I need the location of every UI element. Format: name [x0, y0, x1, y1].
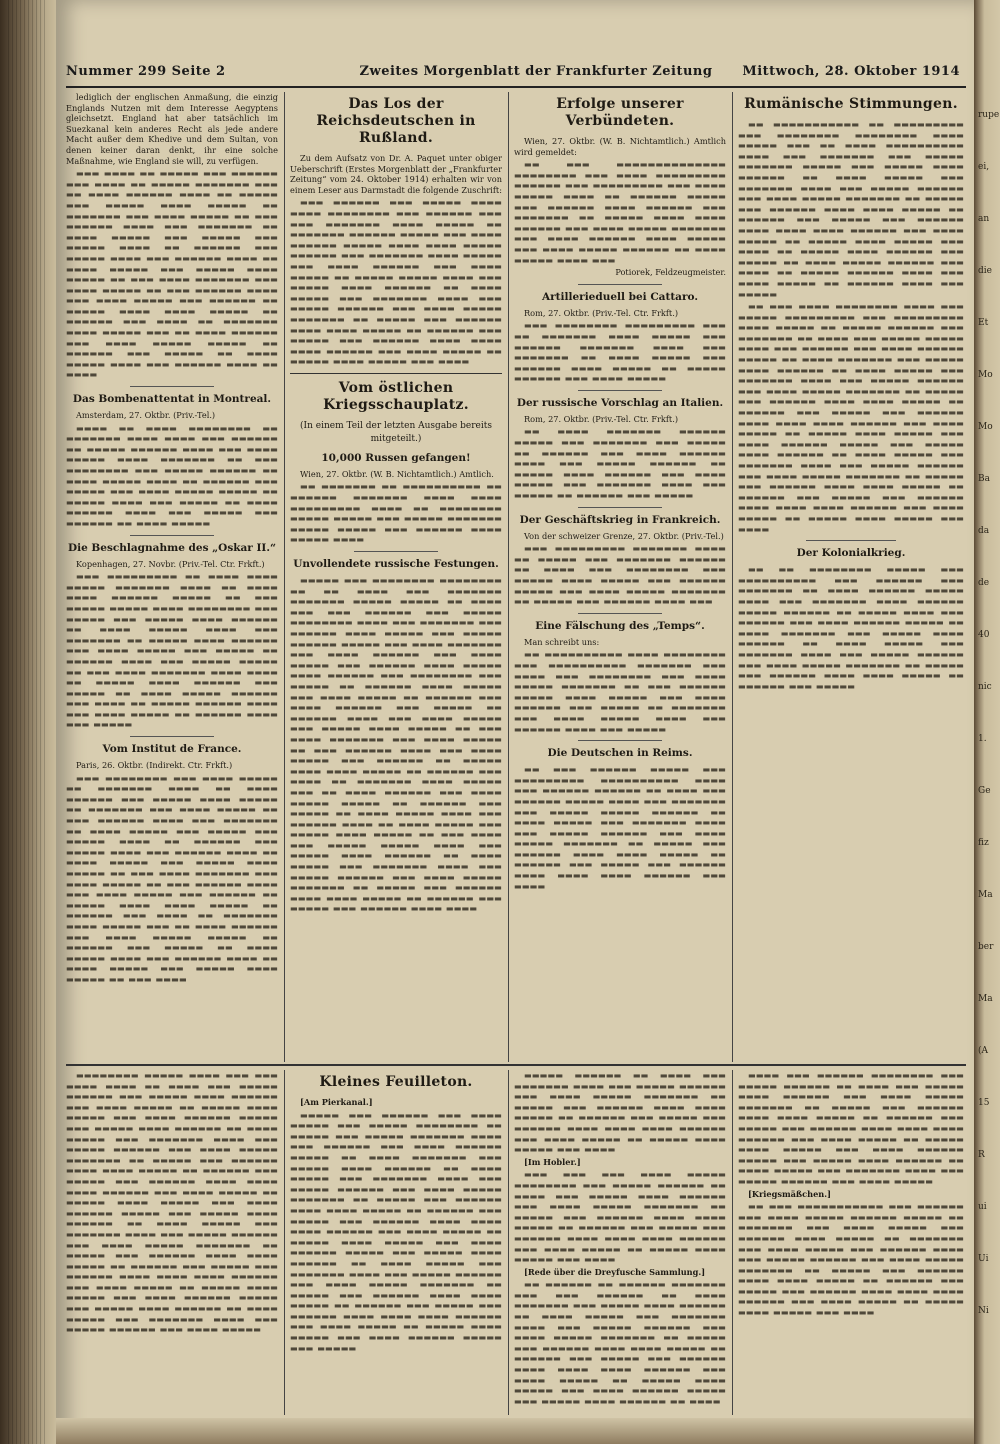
separator [578, 390, 663, 391]
feuilleton-item-title: [Am Pierkanal.] [300, 1097, 373, 1107]
fragment-word: da [978, 526, 990, 536]
separator [130, 386, 215, 387]
separator [354, 551, 439, 552]
fragment-word: Ma [978, 890, 993, 900]
fragment-word: Mo [978, 370, 993, 380]
feuilleton-item-title: [Rede über die Dreyfusche Sammlung.] [524, 1266, 706, 1277]
column-rule [732, 92, 733, 1062]
article-dateline: Wien, 27. Oktbr. (W. B. Nichtamtlich.) Amtlich. [300, 468, 494, 479]
article-headline: Der russische Vorschlag an Italien. [516, 396, 724, 409]
fragment-word: Ni [978, 1306, 989, 1316]
feuilleton-rule [66, 1064, 966, 1066]
article-text-body: ▬▬ ▬▬ ▬▬▬▬▬▬▬▬ ▬▬▬▬▬ ▬▬▬ ▬▬▬▬▬▬▬▬▬▬ ▬▬▬ ▬▬▬▬▬▬ ▬▬▬ ▬▬▬▬▬▬▬ ▬▬ ▬▬▬▬ ▬▬▬▬▬▬ ▬▬▬▬▬ ▬▬▬▬ ▬▬▬ ▬▬▬▬▬▬▬ ▬▬▬▬ ▬▬▬▬▬▬ ▬▬▬▬▬ ▬▬▬▬▬▬ ▬▬ ▬▬▬▬▬ ▬▬▬▬ ▬▬▬ ▬▬▬▬▬▬ ▬▬▬ ▬▬▬▬ ▬▬▬▬▬▬ ▬▬▬▬▬ ▬▬ ▬▬▬▬ ▬▬▬▬▬▬▬ ▬▬▬ ▬▬▬▬▬ ▬▬▬▬ ▬▬▬▬▬▬ ▬▬ ▬▬▬▬ ▬▬▬▬▬ ▬▬▬ ▬▬▬▬▬▬▬ ▬▬▬▬ ▬▬▬ ▬▬▬▬▬ ▬▬▬▬▬▬ ▬▬▬ ▬▬▬▬ ▬▬▬▬▬ ▬▬▬▬▬▬▬ ▬▬ ▬▬▬▬▬ ▬▬▬ ▬▬▬▬▬▬ ▬▬▬▬ ▬▬▬▬ ▬▬▬▬▬ ▬▬ ▬▬▬▬▬▬ ▬▬▬ ▬▬▬▬▬ [738, 564, 964, 691]
fragment-word: Ba [978, 474, 990, 484]
separator [578, 284, 663, 285]
fragment-word: de [978, 578, 990, 588]
adjacent-page-fragment [974, 0, 1000, 1444]
article-text-body: ▬▬▬ ▬▬▬▬▬▬▬▬▬ ▬▬▬▬▬▬▬ ▬▬▬▬ ▬▬ ▬▬▬▬▬ ▬▬▬ ▬▬▬▬▬▬▬ ▬▬▬▬▬▬ ▬▬ ▬▬▬▬ ▬▬▬ ▬▬▬▬▬▬▬▬ ▬▬▬ ▬▬▬▬▬ ▬▬▬▬ ▬▬▬▬▬ ▬▬▬ ▬▬▬▬▬▬ ▬▬▬▬▬ ▬▬▬ ▬▬▬▬ ▬▬▬▬▬ ▬▬▬▬▬▬▬ ▬▬ ▬▬▬▬▬ ▬▬▬ ▬▬▬▬▬▬ ▬▬▬▬ ▬▬▬ [514, 543, 726, 607]
feuilleton-column-2 [290, 1070, 502, 1415]
article-text-body: ▬▬ ▬▬▬▬▬▬▬▬▬▬ ▬▬▬▬ ▬▬▬▬▬▬▬▬ ▬▬▬ ▬▬▬▬▬▬▬▬▬▬ ▬▬▬▬▬▬▬ ▬▬▬ ▬▬▬▬ ▬▬▬ ▬▬▬▬▬▬▬▬ ▬▬▬ ▬▬▬▬ ▬▬▬▬▬ ▬▬▬▬▬▬▬ ▬▬ ▬▬▬ ▬▬▬▬▬▬ ▬▬▬▬▬ ▬▬▬▬ ▬▬▬▬▬ ▬▬▬ ▬▬▬▬ ▬▬▬▬▬▬ ▬▬▬ ▬▬▬▬▬ ▬▬ ▬▬▬▬▬▬▬ ▬▬▬ ▬▬▬▬ ▬▬▬▬▬ ▬▬▬▬ ▬▬▬ ▬▬▬▬▬▬ ▬▬▬▬ ▬▬▬ ▬▬▬▬▬ [514, 649, 726, 734]
article-headline: Artillerieduell bei Cattaro. [541, 290, 698, 303]
fragment-word: ui [978, 1202, 987, 1212]
article-dateline: Man schreibt uns: [524, 636, 600, 647]
feuilleton-text: ▬▬▬▬▬▬▬▬ ▬▬▬▬▬ ▬▬▬▬ ▬▬▬ ▬▬▬ ▬▬▬▬ ▬▬▬▬ ▬▬ ▬▬▬▬ ▬▬▬ ▬▬▬▬▬ ▬▬▬▬▬▬ ▬▬▬ ▬▬▬▬▬ ▬▬▬▬ ▬▬▬▬▬▬ ▬▬▬ ▬▬▬▬ ▬▬▬▬▬ ▬▬ ▬▬▬▬▬ ▬▬▬▬ ▬▬▬▬▬ ▬▬▬ ▬▬▬▬ ▬▬▬▬▬▬ ▬▬▬▬▬ ▬▬▬ ▬▬▬▬▬ ▬▬▬▬ ▬▬▬▬▬▬ ▬▬ ▬▬▬▬ ▬▬▬▬▬ ▬▬▬ ▬▬▬▬▬▬▬ ▬▬▬▬ ▬▬▬ ▬▬▬▬▬ ▬▬▬▬▬▬ ▬▬▬ ▬▬▬▬ ▬▬▬▬▬ ▬▬▬▬▬▬▬ ▬▬ ▬▬▬▬▬ ▬▬▬ ▬▬▬▬▬▬ ▬▬▬▬ ▬▬▬▬ ▬▬▬▬▬ ▬▬ ▬▬▬▬▬▬ ▬▬▬ ▬▬▬▬▬ ▬▬▬ ▬▬▬▬▬▬ ▬▬▬▬ ▬▬▬▬ ▬▬▬▬ ▬▬▬▬▬▬ ▬▬▬ ▬▬▬▬ ▬▬▬▬▬ ▬▬ ▬▬▬▬▬ ▬▬▬▬ ▬▬▬▬▬ ▬▬▬ ▬▬▬▬ ▬▬▬▬▬▬ ▬▬▬▬▬ ▬▬▬ ▬▬▬▬▬ ▬▬▬▬ ▬▬▬▬▬▬ ▬▬ ▬▬▬▬ ▬▬▬▬▬ ▬▬▬ ▬▬▬▬▬▬▬ ▬▬▬▬ ▬▬▬ ▬▬▬▬▬ ▬▬▬▬▬▬ ▬▬▬ ▬▬▬▬ ▬▬▬▬▬ ▬▬▬▬▬▬▬ ▬▬ ▬▬▬▬▬ ▬▬▬ ▬▬▬▬▬▬ ▬▬▬▬ ▬▬▬▬ ▬▬▬▬▬ ▬▬ ▬▬▬▬▬▬ ▬▬▬ ▬▬▬▬▬ ▬▬▬ ▬▬▬▬▬▬ ▬▬▬▬ ▬▬▬▬ ▬▬▬▬ ▬▬▬▬▬▬ ▬▬▬ ▬▬▬▬ ▬▬▬▬▬ ▬▬ ▬▬▬▬▬ ▬▬▬▬ ▬▬▬▬▬ ▬▬▬ ▬▬▬▬ ▬▬▬▬▬▬ ▬▬▬▬▬ ▬▬▬ ▬▬▬▬▬ ▬▬▬▬ ▬▬▬▬▬▬ ▬▬ ▬▬▬▬ ▬▬▬▬▬ ▬▬▬ ▬▬▬▬▬▬▬ ▬▬▬▬ ▬▬▬ ▬▬▬▬▬ ▬▬▬▬▬▬ ▬▬▬ ▬▬▬▬ ▬▬▬▬▬ [66, 1070, 278, 1335]
feuilleton-text: ▬▬▬▬▬ ▬▬▬▬▬▬ ▬▬ ▬▬▬▬ ▬▬▬ ▬▬▬▬▬▬▬ ▬▬▬▬ ▬▬▬ ▬▬▬▬▬ ▬▬▬▬▬▬ ▬▬▬ ▬▬▬▬ ▬▬▬▬▬ ▬▬▬▬▬▬▬ ▬▬ ▬▬▬▬▬ ▬▬▬ ▬▬▬▬▬▬ ▬▬▬▬ ▬▬▬▬ ▬▬▬▬▬ ▬▬ ▬▬▬▬▬▬ ▬▬▬ ▬▬▬▬▬ ▬▬▬ ▬▬▬▬▬▬ ▬▬▬▬ ▬▬▬▬ ▬▬▬▬ ▬▬▬▬▬▬ ▬▬▬ ▬▬▬▬ ▬▬▬▬▬ ▬▬ ▬▬▬▬▬ ▬▬▬▬ ▬▬▬▬▬ ▬▬▬ ▬▬▬▬ [514, 1070, 726, 1155]
book-binding [0, 0, 60, 1444]
fragment-word: an [978, 214, 990, 224]
article-headline: Vom Institut de France. [102, 743, 242, 756]
fragment-word: 15 [978, 1098, 990, 1108]
fragment-word: ber [978, 942, 994, 952]
column-1 [66, 92, 278, 1060]
article-text-body: ▬▬▬ ▬▬▬▬▬▬▬▬▬ ▬▬ ▬▬▬▬ ▬▬▬▬ ▬▬▬▬▬ ▬▬▬▬▬▬▬ ▬▬▬▬ ▬▬ ▬▬▬▬ ▬▬▬▬ ▬▬▬▬▬▬ ▬▬▬▬▬ ▬▬ ▬▬▬ ▬▬▬▬▬ ▬▬▬▬▬ ▬▬▬▬ ▬▬▬▬▬▬▬▬ ▬▬▬ ▬▬▬▬▬ ▬▬▬ ▬▬▬▬▬ ▬▬▬▬ ▬▬▬▬▬▬ ▬▬ ▬▬▬▬ ▬▬▬▬▬ ▬▬▬▬ ▬▬▬ ▬▬▬▬▬▬▬ ▬▬ ▬▬▬▬▬ ▬▬▬▬ ▬▬▬▬▬▬ ▬▬▬ ▬▬▬▬ ▬▬▬▬▬ ▬▬▬ ▬▬▬▬▬ ▬▬ ▬▬▬▬▬▬ ▬▬▬▬ ▬▬▬ ▬▬▬▬▬ ▬▬▬▬▬ ▬▬ ▬▬▬ ▬▬▬▬ ▬▬▬▬▬▬▬ ▬▬▬▬ ▬▬▬▬ ▬▬ ▬▬▬▬▬ ▬▬▬▬ ▬▬▬▬▬▬ ▬▬▬ ▬▬▬▬▬ ▬▬ ▬▬▬▬ ▬▬▬▬▬ ▬▬▬▬▬▬ ▬▬▬ ▬▬▬▬ ▬▬ ▬▬▬▬▬ ▬▬▬▬▬▬ ▬▬▬▬ ▬▬▬ ▬▬▬▬ ▬▬▬▬▬ ▬▬ ▬▬▬▬▬▬ ▬▬▬▬ ▬▬▬ ▬▬▬▬▬ [66, 571, 278, 730]
fragment-word: Ma [978, 994, 993, 1004]
article-signature: Potiorek, Feldzeugmeister. [615, 267, 726, 278]
article-dateline: Paris, 26. Oktbr. (Indirekt. Ctr. Frkft.) [76, 760, 233, 771]
section-headline: Vom östlichen Kriegsschauplatz. [323, 379, 469, 413]
page-header [66, 64, 966, 88]
feuilleton-text: ▬▬ ▬▬▬▬▬▬ ▬▬ ▬▬▬▬▬▬ ▬▬▬▬▬▬▬ ▬▬▬ ▬▬▬ ▬▬▬▬▬▬ ▬▬ ▬▬▬▬ ▬▬▬▬▬▬▬ ▬▬▬ ▬▬▬▬▬ ▬▬▬▬ ▬▬▬▬▬▬ ▬▬ ▬▬▬▬ ▬▬▬▬▬ ▬▬▬ ▬▬▬▬▬▬▬ ▬▬▬▬ ▬▬▬ ▬▬▬▬▬ ▬▬▬▬▬▬ ▬▬▬ ▬▬▬▬ ▬▬▬▬▬ ▬▬▬▬▬▬▬ ▬▬ ▬▬▬▬▬ ▬▬▬ ▬▬▬▬▬▬ ▬▬▬▬ ▬▬▬▬ ▬▬▬▬▬ ▬▬ ▬▬▬▬▬▬ ▬▬▬ ▬▬▬▬▬ ▬▬▬ ▬▬▬▬▬▬ ▬▬▬▬ ▬▬▬▬ ▬▬▬▬ ▬▬▬▬▬▬ ▬▬▬ ▬▬▬▬ ▬▬▬▬▬ ▬▬ ▬▬▬▬▬ ▬▬▬▬ ▬▬▬▬▬ ▬▬▬ ▬▬▬▬ ▬▬▬▬▬▬ ▬▬▬▬▬ ▬▬▬ ▬▬▬▬▬ ▬▬▬▬ ▬▬▬▬▬▬ ▬▬ ▬▬▬▬ [514, 1279, 726, 1406]
fragment-word: fiz [978, 838, 989, 848]
article-text: lediglich der englischen Anmaßung, die einzig Englands Nutzen mit dem Interesse Aegyptens gleichsetzt. England hat aber tatsächlich im Suezkanal kein anderes Recht als jede andere Macht außer dem Khedive und dem Sultan, von denen keiner daran denkt, ihr eine solche Maßnahme, wie England sie will, zu verfügen. [66, 92, 278, 166]
article-text-body: ▬▬ ▬▬▬ ▬▬▬▬▬▬▬▬▬▬▬▬▬▬ ▬▬▬▬▬▬▬▬ ▬▬▬ ▬▬▬▬ ▬▬▬▬▬▬▬▬▬ ▬▬▬▬▬▬ ▬▬▬ ▬▬▬▬▬▬▬▬▬ ▬▬▬ ▬▬▬▬ ▬▬▬▬▬ ▬▬▬▬ ▬▬ ▬▬▬▬▬▬ ▬▬▬▬▬ ▬▬▬ ▬▬▬▬▬▬ ▬▬▬▬ ▬▬▬▬▬▬ ▬▬▬ ▬▬▬▬▬▬▬ ▬▬ ▬▬▬▬▬ ▬▬▬▬ ▬▬▬▬ ▬▬▬▬▬▬ ▬▬▬ ▬▬▬▬ ▬▬▬▬▬ ▬▬▬▬▬▬▬ ▬▬▬ ▬▬▬▬ ▬▬▬▬▬▬ ▬▬▬▬ ▬▬▬▬▬ ▬▬▬ ▬▬▬▬ ▬▬▬▬▬ ▬▬▬▬▬▬ ▬▬ ▬▬▬▬ ▬▬▬▬▬ ▬▬▬▬ ▬▬▬ [514, 159, 726, 265]
column-2 [290, 92, 502, 1060]
fragment-word: Ui [978, 1254, 989, 1264]
article-text-body: ▬▬▬ ▬▬▬▬▬▬▬▬ ▬▬▬▬▬▬▬▬▬ ▬▬▬ ▬▬ ▬▬▬▬▬▬▬ ▬▬▬▬ ▬▬▬▬▬ ▬▬▬ ▬▬▬▬▬▬ ▬▬▬▬▬▬▬ ▬▬▬▬ ▬▬▬ ▬▬▬▬▬▬▬ ▬▬ ▬▬▬▬ ▬▬▬▬▬ ▬▬▬ ▬▬▬▬▬▬ ▬▬▬▬ ▬▬▬▬▬ ▬▬ ▬▬▬▬▬ ▬▬▬▬▬▬ ▬▬▬ ▬▬▬▬ ▬▬▬▬▬ [514, 320, 726, 384]
separator [290, 373, 502, 374]
newspaper-title: Zweites Morgenblatt der Frankfurter Zeitung [359, 64, 713, 79]
article-intro: Zu dem Aufsatz von Dr. A. Paquet unter obiger Ueberschrift (Erstes Morgenblatt der „Frankfurter Zeitung“ vom 24. Oktober 1914) erhalten wir von einem Leser aus Darmstadt die folgende Zuschrift: [290, 153, 502, 195]
fragment-word: ei, [978, 162, 990, 172]
fragment-word: nic [978, 682, 992, 692]
article-dateline: Rom, 27. Oktbr. (Priv.-Tel. Ctr. Frkft.) [524, 307, 679, 318]
issue-date: Mittwoch, 28. Oktober 1914 [742, 64, 960, 79]
column-rule [284, 92, 285, 1062]
fragment-word: rupe [978, 110, 1000, 120]
article-headline: Das Los der Reichsdeutschen in Rußland. [316, 96, 476, 146]
article-headline: Rumänische Stimmungen. [744, 96, 958, 112]
column-rule [508, 1070, 509, 1415]
article-headline: Eine Fälschung des „Temps“. [535, 619, 705, 632]
feuilleton-column-4 [738, 1070, 964, 1415]
feuilleton-text: ▬▬▬ ▬▬▬ ▬▬▬ ▬▬▬▬ ▬▬▬▬▬ ▬▬▬▬▬▬▬▬ ▬▬▬ ▬▬▬▬▬ ▬▬▬▬▬▬ ▬▬ ▬▬▬▬ ▬▬▬ ▬▬▬▬▬ ▬▬▬▬ ▬▬▬▬▬▬ ▬▬▬ ▬▬▬▬ ▬▬▬▬▬ ▬▬▬▬▬▬▬ ▬▬ ▬▬▬▬▬ ▬▬▬ ▬▬▬▬▬▬ ▬▬▬▬ ▬▬▬▬ ▬▬▬▬▬ ▬▬ ▬▬▬▬▬▬ ▬▬▬ ▬▬▬▬▬ ▬▬▬ ▬▬▬▬▬▬ ▬▬▬▬ ▬▬▬▬ ▬▬▬▬ ▬▬▬▬▬▬ ▬▬▬ ▬▬▬▬ ▬▬▬▬▬ ▬▬ ▬▬▬▬▬ ▬▬▬▬ ▬▬▬▬▬ ▬▬▬ ▬▬▬▬ [514, 1169, 726, 1265]
article-text-body: ▬▬▬▬ ▬▬ ▬▬▬▬ ▬▬▬▬▬▬▬▬ ▬▬ ▬▬▬▬▬▬▬ ▬▬▬▬ ▬▬▬▬ ▬▬▬ ▬▬▬▬▬▬ ▬▬ ▬▬▬▬▬ ▬▬▬▬▬▬ ▬▬▬▬ ▬▬▬ ▬▬▬▬ ▬▬▬▬▬ ▬▬▬▬ ▬▬▬▬▬▬▬ ▬▬ ▬▬▬ ▬▬▬▬▬▬▬▬ ▬▬▬ ▬▬▬▬▬ ▬▬▬▬▬▬ ▬▬ ▬▬▬▬ ▬▬▬▬▬ ▬▬▬▬ ▬▬ ▬▬▬▬▬▬ ▬▬▬ ▬▬▬▬▬ ▬▬▬ ▬▬▬▬ ▬▬▬▬▬ ▬▬▬▬▬ ▬▬ ▬▬▬▬▬ ▬▬▬▬ ▬▬▬ ▬▬▬▬▬ ▬▬ ▬▬▬▬ ▬▬▬▬▬▬ ▬▬▬▬ ▬▬▬ ▬▬▬▬▬ ▬▬▬ ▬▬▬▬▬▬ ▬▬ ▬▬▬▬ ▬▬▬▬▬ [66, 422, 278, 528]
separator [130, 535, 215, 536]
article-text-body: ▬▬▬ ▬▬▬▬▬▬ ▬▬▬ ▬▬▬▬▬ ▬▬▬▬ ▬▬▬▬ ▬▬▬▬▬▬▬▬ ▬▬▬ ▬▬▬▬▬▬ ▬▬▬ ▬▬▬ ▬▬▬▬▬▬▬ ▬▬▬▬ ▬▬▬▬▬ ▬▬ ▬▬▬▬▬▬▬ ▬▬▬▬▬▬ ▬▬▬▬▬ ▬▬▬ ▬▬▬▬ ▬▬▬▬▬▬ ▬▬▬▬▬ ▬▬▬▬ ▬▬▬▬ ▬▬▬▬▬ ▬▬▬▬▬▬ ▬▬▬ ▬▬▬▬▬▬▬ ▬▬▬▬ ▬▬▬▬▬ ▬▬▬ ▬▬▬▬ ▬▬▬▬▬▬ ▬▬▬ ▬▬▬▬ ▬▬▬▬▬ ▬▬ ▬▬▬▬▬ ▬▬▬▬▬ ▬▬▬▬ ▬▬▬ ▬▬▬▬▬ ▬▬▬▬ ▬▬▬▬▬▬ ▬▬ ▬▬▬▬ ▬▬▬▬▬ ▬▬▬ ▬▬▬▬▬▬▬ ▬▬▬▬ ▬▬▬ ▬▬▬▬▬ ▬▬▬▬▬▬ ▬▬▬ ▬▬▬▬ ▬▬▬▬▬ ▬▬▬▬▬▬▬ ▬▬ ▬▬▬▬▬ ▬▬▬ ▬▬▬▬▬▬ ▬▬▬▬ ▬▬▬▬ ▬▬▬▬▬ ▬▬ ▬▬▬▬▬▬ ▬▬▬ ▬▬▬▬▬ ▬▬▬ ▬▬▬▬▬▬ ▬▬▬▬ ▬▬▬▬ ▬▬▬▬ ▬▬▬▬▬▬ ▬▬▬ ▬▬▬▬ ▬▬▬▬▬ ▬▬ ▬▬▬▬▬ ▬▬▬▬ ▬▬▬▬▬ ▬▬▬ ▬▬▬▬ [290, 197, 502, 367]
fragment-word: 40 [978, 630, 990, 640]
article-text-body: ▬▬ ▬▬▬▬ ▬▬▬▬▬▬▬ ▬▬▬▬▬▬ ▬▬▬▬▬ ▬▬▬ ▬▬▬▬▬▬▬ ▬▬▬ ▬▬▬▬▬ ▬▬ ▬▬▬▬▬▬ ▬▬▬ ▬▬▬▬ ▬▬▬▬▬▬ ▬▬▬▬ ▬▬▬ ▬▬▬▬▬ ▬▬▬▬▬▬ ▬▬ ▬▬▬▬▬ ▬▬▬▬ ▬▬▬▬▬▬ ▬▬▬ ▬▬▬▬ ▬▬▬▬▬ ▬▬▬ ▬▬▬▬▬▬▬ ▬▬▬▬ ▬▬▬ ▬▬▬▬▬ ▬▬ ▬▬▬▬▬▬ ▬▬▬ ▬▬▬▬▬ [514, 426, 726, 501]
article-headline: Der Geschäftskrieg in Frankreich. [519, 513, 721, 526]
article-text-body: ▬▬ ▬▬▬▬▬▬▬▬▬▬▬ ▬▬ ▬▬▬▬▬▬▬▬▬ ▬▬▬ ▬▬▬▬▬▬▬▬ ▬▬▬▬▬▬▬▬ ▬▬▬▬ ▬▬▬▬▬ ▬▬▬ ▬▬ ▬▬▬▬ ▬▬▬▬▬▬▬▬▬▬ ▬▬▬▬ ▬▬▬ ▬▬▬▬▬▬▬ ▬▬▬ ▬▬▬▬▬ ▬▬▬▬▬▬▬ ▬▬▬▬▬ ▬▬▬ ▬▬▬▬▬ ▬▬▬▬ ▬▬▬▬▬▬ ▬▬ ▬▬▬▬ ▬▬▬▬▬ ▬▬▬ ▬▬▬▬▬▬▬ ▬▬▬▬ ▬▬▬ ▬▬▬▬▬ ▬▬▬▬▬▬ ▬▬▬ ▬▬▬▬ ▬▬▬▬▬ ▬▬▬▬▬▬▬ ▬▬ ▬▬▬▬▬ ▬▬▬ ▬▬▬▬▬▬ ▬▬▬▬ ▬▬▬▬ ▬▬▬▬▬ ▬▬ ▬▬▬▬▬▬ ▬▬▬ ▬▬▬▬▬ ▬▬▬ ▬▬▬▬▬▬ ▬▬▬▬ ▬▬▬▬ ▬▬▬▬ ▬▬▬▬▬▬ ▬▬▬ ▬▬▬▬ ▬▬▬▬▬ ▬▬ ▬▬▬▬▬ ▬▬▬▬ ▬▬▬▬▬ ▬▬▬ ▬▬▬▬ ▬▬ ▬▬▬▬▬ ▬▬▬▬ ▬▬▬▬▬▬ ▬▬▬ ▬▬▬▬▬ ▬▬ ▬▬▬▬ ▬▬▬▬▬ ▬▬▬▬▬▬ ▬▬▬ ▬▬▬▬ ▬▬ ▬▬▬▬▬ ▬▬▬▬▬▬ ▬▬▬▬ ▬▬▬ ▬▬▬▬ ▬▬▬▬▬ ▬▬ ▬▬▬▬▬▬ ▬▬▬▬ ▬▬▬ ▬▬▬▬▬ [738, 119, 964, 299]
newspaper-page [56, 0, 974, 1444]
feuilleton-text: ▬▬ ▬▬▬ ▬▬▬▬▬▬▬▬▬▬▬ ▬▬▬ ▬▬▬▬▬▬ ▬▬▬ ▬▬▬▬ ▬▬▬▬▬ ▬▬▬▬▬▬ ▬▬▬▬▬ ▬▬ ▬▬▬▬▬▬▬ ▬▬▬ ▬▬▬▬ ▬▬▬▬▬ ▬▬▬ ▬▬▬▬▬▬ ▬▬▬▬ ▬▬▬▬▬ ▬▬ ▬▬▬▬▬▬▬ ▬▬▬ ▬▬▬▬ ▬▬▬▬▬ ▬▬▬ ▬▬▬▬▬▬ ▬▬▬▬ ▬▬▬ ▬▬▬▬▬ ▬▬▬▬▬▬ ▬▬▬ ▬▬▬▬ ▬▬▬▬▬ ▬▬▬▬▬▬▬ ▬▬ ▬▬▬▬▬ ▬▬▬ ▬▬▬▬▬▬ ▬▬▬▬ ▬▬▬▬ ▬▬▬▬▬ ▬▬ ▬▬▬▬▬▬ ▬▬▬ ▬▬▬▬▬ ▬▬▬ ▬▬▬▬▬▬ ▬▬▬▬ ▬▬▬▬ ▬▬▬▬ ▬▬▬▬▬▬ ▬▬▬ ▬▬▬▬ ▬▬▬▬▬ ▬▬ ▬▬▬▬▬ ▬▬▬▬ ▬▬▬▬▬ ▬▬▬ ▬▬▬▬ [738, 1201, 964, 1318]
fragment-word: R [978, 1150, 985, 1160]
column-3 [514, 92, 726, 1060]
separator [578, 740, 663, 741]
article-dateline: Rom, 27. Oktbr. (Priv.-Tel. Ctr. Frkft.) [524, 413, 679, 424]
article-headline: Unvollendete russische Festungen. [293, 558, 499, 571]
article-dateline: Kopenhagen, 27. Novbr. (Priv.-Tel. Ctr. Frkft.) [76, 558, 265, 569]
article-text-body: ▬▬▬▬▬ ▬▬▬ ▬▬▬▬▬▬▬▬ ▬▬▬▬▬▬▬▬ ▬▬ ▬▬ ▬▬▬▬ ▬▬▬ ▬▬▬▬▬▬▬ ▬▬▬▬▬▬▬ ▬▬▬▬▬ ▬▬▬▬▬ ▬▬ ▬▬▬▬ ▬▬▬ ▬▬▬ ▬▬▬▬▬▬ ▬▬▬ ▬▬▬▬▬ ▬▬▬▬▬▬▬▬ ▬▬▬▬ ▬▬▬ ▬▬▬▬▬▬▬ ▬▬▬ ▬▬▬▬▬▬ ▬▬▬▬ ▬▬▬▬▬ ▬▬▬ ▬▬▬▬▬ ▬▬▬▬▬▬ ▬▬▬▬▬ ▬▬▬ ▬▬▬▬ ▬▬▬▬▬▬▬ ▬▬▬ ▬▬▬▬ ▬▬▬▬▬▬ ▬▬▬ ▬▬▬▬ ▬▬▬▬▬ ▬▬▬ ▬▬▬▬▬▬ ▬▬▬▬ ▬▬▬▬▬ ▬▬▬▬ ▬▬▬▬▬▬ ▬▬▬ ▬▬▬▬▬▬▬▬ ▬▬▬ ▬▬▬▬▬ ▬▬ ▬▬▬▬▬▬ ▬▬▬▬ ▬▬▬▬▬ ▬▬▬ ▬▬▬▬ ▬▬▬▬▬ ▬▬ ▬▬▬▬▬▬ ▬▬▬ ▬▬▬▬ ▬▬▬▬▬▬ ▬▬▬ ▬▬▬▬▬ ▬▬ ▬▬▬▬▬▬ ▬▬▬▬ ▬▬▬ ▬▬▬▬ ▬▬▬▬▬ ▬▬▬ ▬▬▬▬▬ ▬▬▬▬ ▬▬▬▬▬ ▬▬ ▬▬▬ ▬▬▬▬ ▬▬▬▬▬▬▬ ▬▬▬ ▬▬▬▬ ▬▬▬▬▬ ▬▬ ▬▬▬ ▬▬▬▬▬▬ ▬▬▬▬ ▬▬▬ ▬▬▬▬ ▬▬▬▬▬ ▬▬▬ ▬▬▬▬▬▬ ▬▬ ▬▬▬▬▬ ▬▬▬▬ ▬▬▬▬ ▬▬▬▬▬ ▬▬ ▬▬▬▬▬▬ ▬▬▬ ▬▬▬▬ ▬▬ ▬▬▬▬▬▬▬ ▬▬▬▬ ▬▬▬▬▬ ▬▬▬ ▬▬ ▬▬▬▬ ▬▬▬▬▬▬ ▬▬▬ ▬▬▬▬ ▬▬▬▬▬ ▬▬▬▬▬ ▬▬ ▬▬▬▬▬▬ ▬▬▬ ▬▬▬▬▬ ▬▬ ▬▬▬▬ ▬▬▬▬▬ ▬▬▬▬ ▬▬▬ ▬▬▬▬▬▬ ▬▬▬▬ ▬▬ ▬▬▬▬ ▬▬▬▬▬ ▬▬▬ ▬▬▬▬▬ ▬▬▬▬ ▬▬▬▬▬ ▬▬ ▬▬▬ ▬▬▬▬ ▬▬▬ ▬▬▬▬▬ ▬▬▬▬▬ ▬▬▬▬ ▬▬▬ ▬▬▬▬▬ ▬▬▬▬ ▬▬▬▬▬▬ ▬▬ ▬▬▬▬ ▬▬▬▬▬ ▬▬▬ ▬▬▬▬▬▬▬ ▬▬▬▬ ▬▬▬ ▬▬▬▬▬ ▬▬▬▬▬▬ ▬▬▬ ▬▬▬▬ ▬▬▬▬▬ ▬▬▬▬▬▬▬ ▬▬ ▬▬▬▬▬ ▬▬▬ ▬▬▬▬▬▬ ▬▬▬▬ ▬▬▬▬ ▬▬▬▬▬ ▬▬ ▬▬▬▬▬▬ ▬▬▬ ▬▬▬▬▬ ▬▬▬ ▬▬▬▬▬▬ ▬▬▬▬ ▬▬▬▬ [290, 575, 502, 914]
feuilleton-item-title: [Im Hobler.] [524, 1156, 581, 1167]
feuilleton-item-title: [Kriegsmäßchen.] [748, 1188, 831, 1199]
separator [130, 736, 215, 737]
feuilleton-column-3 [514, 1070, 726, 1415]
fragment-word: (A [978, 1046, 989, 1056]
separator [578, 507, 663, 508]
article-text-body: ▬▬ ▬▬▬ ▬▬▬▬▬▬ ▬▬▬▬▬ ▬▬▬ ▬▬▬▬▬▬▬▬▬ ▬▬▬▬▬▬▬▬▬▬ ▬▬▬▬ ▬▬▬ ▬▬▬▬▬▬ ▬▬▬▬▬▬ ▬▬ ▬▬▬▬ ▬▬▬ ▬▬▬▬▬▬ ▬▬▬▬▬ ▬▬▬▬ ▬▬▬ ▬▬▬▬▬▬▬ ▬▬▬ ▬▬▬▬▬ ▬▬▬▬▬ ▬▬▬▬▬▬ ▬▬ ▬▬▬▬ ▬▬▬▬▬ ▬▬▬ ▬▬▬▬▬▬▬ ▬▬▬▬ ▬▬▬ ▬▬▬▬▬ ▬▬▬▬▬▬ ▬▬▬ ▬▬▬▬ ▬▬▬▬▬ ▬▬▬▬▬▬▬ ▬▬ ▬▬▬▬▬ ▬▬▬ ▬▬▬▬▬▬ ▬▬▬▬ ▬▬▬▬ ▬▬▬▬▬ ▬▬ ▬▬▬▬▬▬ ▬▬▬ ▬▬▬▬▬ ▬▬▬ ▬▬▬▬▬▬ ▬▬▬▬ ▬▬▬▬ ▬▬▬▬ ▬▬▬▬▬▬ ▬▬▬ ▬▬▬▬ [514, 764, 726, 891]
column-rule [732, 1070, 733, 1415]
article-headline: Die Deutschen in Reims. [547, 747, 693, 760]
issue-number: Nummer 299 Seite 2 [66, 64, 226, 79]
separator [578, 613, 663, 614]
column-4 [738, 92, 964, 1060]
separator [806, 540, 896, 541]
article-text-body: ▬▬▬ ▬▬▬▬▬▬▬▬ ▬▬▬ ▬▬▬▬ ▬▬▬▬▬ ▬▬ ▬▬▬▬▬▬▬ ▬▬▬▬ ▬▬ ▬▬▬▬ ▬▬▬▬▬▬ ▬▬▬ ▬▬▬▬▬ ▬▬▬▬ ▬▬▬▬▬ ▬▬ ▬▬▬▬▬▬▬ ▬▬▬ ▬▬▬▬ ▬▬▬▬▬ ▬▬ ▬▬▬ ▬▬▬▬▬▬ ▬▬▬▬ ▬▬▬ ▬▬▬▬▬▬▬ ▬▬ ▬▬▬▬ ▬▬▬▬▬ ▬▬▬ ▬▬▬▬▬ ▬▬▬ ▬▬▬▬▬ ▬▬▬▬ ▬▬ ▬▬▬▬▬▬ ▬▬▬ ▬▬▬▬▬ ▬▬▬▬ ▬▬▬ ▬▬▬▬▬▬ ▬▬▬▬ ▬▬ ▬▬▬▬ ▬▬▬▬▬ ▬▬▬ ▬▬▬▬▬ ▬▬▬▬ ▬▬▬▬▬ ▬▬ ▬▬▬ ▬▬▬▬ ▬▬▬▬▬▬▬ ▬▬▬ ▬▬▬▬ ▬▬▬▬▬ ▬▬ ▬▬▬ ▬▬▬▬▬▬ ▬▬▬▬ ▬▬▬ ▬▬▬▬ ▬▬▬▬▬ ▬▬▬ ▬▬▬▬▬▬ ▬▬ ▬▬▬▬▬ ▬▬▬▬ ▬▬▬▬ ▬▬▬▬▬ ▬▬ ▬▬▬▬▬▬ ▬▬▬ ▬▬▬▬ ▬▬ ▬▬▬▬▬▬▬ ▬▬▬▬ ▬▬▬▬▬ ▬▬▬ ▬▬ ▬▬▬▬ ▬▬▬▬▬▬ ▬▬▬ ▬▬▬▬ ▬▬▬▬▬ ▬▬▬▬▬ ▬▬ ▬▬▬▬▬▬ ▬▬▬ ▬▬▬▬▬ ▬▬ ▬▬▬▬ ▬▬▬▬▬ ▬▬▬▬ ▬▬▬ ▬▬▬▬▬▬ ▬▬▬▬ ▬▬ ▬▬▬▬ ▬▬▬▬▬ ▬▬▬ ▬▬▬▬▬ ▬▬▬▬ ▬▬▬▬▬ ▬▬ ▬▬▬ ▬▬▬▬ [66, 772, 278, 984]
fragment-word: Et [978, 318, 989, 328]
fragment-word: Mo [978, 422, 993, 432]
article-dateline: Von der schweizer Grenze, 27. Oktbr. (Priv.-Tel.) [524, 530, 724, 541]
page-bottom-edge [56, 1418, 974, 1444]
fragment-word: Ge [978, 786, 991, 796]
fragment-word: 1. [978, 734, 987, 744]
article-text-body: ▬▬ ▬▬▬ ▬▬▬▬ ▬▬▬▬▬▬▬▬ ▬▬▬▬ ▬▬▬ ▬▬▬▬▬ ▬▬▬▬▬▬▬▬▬ ▬▬▬ ▬▬▬▬▬▬▬▬▬ ▬▬▬▬ ▬▬▬▬▬ ▬▬ ▬▬▬▬▬ ▬▬▬▬▬▬ ▬▬▬ ▬▬▬▬▬▬▬ ▬▬ ▬▬▬▬ ▬▬▬ ▬▬▬▬▬ ▬▬▬▬▬ ▬▬▬▬ ▬▬▬ ▬▬▬▬▬▬ ▬▬▬ ▬▬▬▬ ▬▬▬▬▬▬ ▬▬▬▬▬ ▬▬ ▬▬▬▬ ▬▬▬▬▬▬▬ ▬▬▬ ▬▬▬▬▬ ▬▬▬▬ ▬▬▬▬▬▬ ▬▬ ▬▬▬▬ ▬▬▬▬▬ ▬▬▬ ▬▬▬▬▬▬▬ ▬▬▬▬ ▬▬▬ ▬▬▬▬▬ ▬▬▬▬▬▬ ▬▬▬ ▬▬▬▬ ▬▬▬▬▬ ▬▬▬▬▬▬▬ ▬▬ ▬▬▬▬▬ ▬▬▬ ▬▬▬▬▬▬ ▬▬▬▬ ▬▬▬▬ ▬▬▬▬▬ ▬▬ ▬▬▬▬▬▬ ▬▬▬ ▬▬▬▬▬ ▬▬▬ ▬▬▬▬▬▬ ▬▬▬▬ ▬▬▬▬ ▬▬▬▬ ▬▬▬▬▬▬ ▬▬▬ ▬▬▬▬ ▬▬▬▬▬ ▬▬ ▬▬▬▬▬ ▬▬▬▬ ▬▬▬▬▬ ▬▬▬ ▬▬▬▬ ▬▬▬▬▬▬ ▬▬▬▬▬ ▬▬▬ ▬▬▬▬▬ ▬▬▬▬ ▬▬▬▬▬▬ ▬▬ ▬▬▬▬ ▬▬▬▬▬ ▬▬▬ ▬▬▬▬▬▬▬ ▬▬▬▬ ▬▬▬ ▬▬▬▬▬ ▬▬▬▬▬▬ ▬▬▬ ▬▬▬▬ ▬▬▬▬▬ ▬▬▬▬▬▬▬ ▬▬ ▬▬▬▬▬ ▬▬▬ ▬▬▬▬▬▬ ▬▬▬▬ ▬▬▬▬ ▬▬▬▬▬ ▬▬ ▬▬▬▬▬▬ ▬▬▬ ▬▬▬▬▬ ▬▬▬ ▬▬▬▬▬▬ ▬▬▬▬ ▬▬▬▬ ▬▬▬▬ ▬▬▬▬▬▬ ▬▬▬ ▬▬▬▬ ▬▬▬▬▬ ▬▬ ▬▬▬▬▬ ▬▬▬▬ ▬▬▬▬▬ ▬▬▬ ▬▬▬▬ [738, 301, 964, 534]
article-headline: Die Beschlagnahme des „Oskar II.“ [67, 541, 277, 554]
column-rule [508, 92, 509, 1062]
column-rule [284, 1070, 285, 1415]
article-headline: Das Bombenattentat in Montreal. [72, 393, 272, 406]
article-headline: Erfolge unserer Verbündeten. [556, 96, 684, 129]
article-dateline: Wien, 27. Oktbr. (W. B. Nichtamtlich.) Amtlich wird gemeldet: [514, 136, 726, 157]
section-note: (In einem Teil der letzten Ausgabe bereits mitgeteilt.) [300, 420, 492, 444]
feuilleton-column-1 [66, 1070, 278, 1415]
article-dateline: Amsterdam, 27. Oktbr. (Priv.-Tel.) [76, 410, 216, 421]
article-text-body: ▬▬▬ ▬▬▬▬ ▬▬ ▬▬▬▬▬ ▬▬▬ ▬▬▬▬▬▬ ▬▬▬ ▬▬▬▬ ▬▬ ▬▬▬▬▬ ▬▬▬▬▬▬▬ ▬▬▬ ▬▬ ▬▬▬▬ ▬▬▬▬▬▬ ▬▬▬▬ ▬▬ ▬▬▬▬▬ ▬▬▬ ▬▬▬▬▬ ▬▬▬▬ ▬▬▬▬▬ ▬▬ ▬▬▬▬▬▬▬ ▬▬▬ ▬▬▬▬ ▬▬▬▬▬ ▬▬ ▬▬▬ ▬▬▬▬▬▬ ▬▬▬▬ ▬▬▬ ▬▬▬▬▬▬▬ ▬▬ ▬▬▬▬ ▬▬▬▬▬ ▬▬▬ ▬▬▬▬▬ ▬▬▬ ▬▬▬▬▬ ▬▬▬▬ ▬▬ ▬▬▬▬▬▬ ▬▬▬ ▬▬▬▬▬ ▬▬▬▬ ▬▬▬ ▬▬▬▬▬▬ ▬▬▬▬ ▬▬ ▬▬▬▬ ▬▬▬▬▬ ▬▬▬ ▬▬▬▬▬ ▬▬▬▬ ▬▬▬▬▬ ▬▬ ▬▬▬ ▬▬▬▬ ▬▬▬▬▬▬▬ ▬▬▬ ▬▬▬▬ ▬▬▬▬▬ ▬▬ ▬▬▬ ▬▬▬▬▬▬ ▬▬▬▬ ▬▬▬ ▬▬▬▬ ▬▬▬▬▬ ▬▬▬ ▬▬▬▬▬▬ ▬▬ ▬▬▬▬▬ ▬▬▬▬ ▬▬▬▬ ▬▬▬▬▬ ▬▬ ▬▬▬▬▬▬ ▬▬▬ ▬▬▬▬ ▬▬ ▬▬▬▬▬▬▬ ▬▬▬▬ ▬▬▬▬▬ ▬▬▬ ▬▬ ▬▬▬▬ ▬▬▬▬▬▬ ▬▬▬ ▬▬▬▬ ▬▬▬▬▬ ▬▬▬▬▬ ▬▬ ▬▬▬▬▬▬ ▬▬▬ ▬▬▬▬▬ ▬▬ ▬▬▬▬ ▬▬▬▬▬ ▬▬▬▬ ▬▬▬ ▬▬▬▬▬▬ ▬▬▬▬ ▬▬ ▬▬▬▬ [66, 168, 278, 380]
feuilleton-text: ▬▬▬▬▬ ▬▬▬ ▬▬▬▬▬▬ ▬▬▬ ▬▬▬▬ ▬▬▬▬▬ ▬▬▬ ▬▬▬▬▬ ▬▬▬▬▬▬▬▬ ▬▬ ▬▬▬▬▬ ▬▬▬ ▬▬▬▬▬ ▬▬▬▬▬▬▬ ▬▬▬▬ ▬▬▬ ▬▬▬▬▬▬ ▬▬▬ ▬▬▬▬ ▬▬▬▬▬▬ ▬▬▬▬▬ ▬▬ ▬▬▬▬ ▬▬▬▬▬▬▬ ▬▬▬ ▬▬▬▬▬ ▬▬▬▬ ▬▬▬▬▬▬ ▬▬ ▬▬▬▬ ▬▬▬▬▬ ▬▬▬ ▬▬▬▬▬▬▬ ▬▬▬▬ ▬▬▬ ▬▬▬▬▬ ▬▬▬▬▬▬ ▬▬▬ ▬▬▬▬ ▬▬▬▬▬ ▬▬▬▬▬▬▬ ▬▬ ▬▬▬▬▬ ▬▬▬ ▬▬▬▬▬▬ ▬▬▬▬ ▬▬▬▬ ▬▬▬▬▬ ▬▬ ▬▬▬▬▬▬ ▬▬▬ ▬▬▬▬▬ ▬▬▬ ▬▬▬▬▬▬ ▬▬▬▬ ▬▬▬▬ ▬▬▬▬ ▬▬▬▬▬▬ ▬▬▬ ▬▬▬▬ ▬▬▬▬▬ ▬▬ ▬▬▬▬▬ ▬▬▬▬ ▬▬▬▬▬ ▬▬▬ ▬▬▬▬ ▬▬▬▬▬▬ ▬▬▬▬▬ ▬▬▬ ▬▬▬▬▬ ▬▬▬▬ ▬▬▬▬▬▬ ▬▬ ▬▬▬▬ ▬▬▬▬▬ ▬▬▬ ▬▬▬▬▬▬▬ ▬▬▬▬ ▬▬▬ ▬▬▬▬▬ ▬▬▬▬▬▬ ▬▬▬ ▬▬▬▬ ▬▬▬▬▬ ▬▬▬▬▬▬▬ ▬▬ ▬▬▬▬▬ ▬▬▬ ▬▬▬▬▬▬ ▬▬▬▬ ▬▬▬▬ ▬▬▬▬▬ ▬▬ ▬▬▬▬▬▬ ▬▬▬ ▬▬▬▬▬ ▬▬▬ ▬▬▬▬▬▬ ▬▬▬▬ ▬▬▬▬ ▬▬▬▬ ▬▬▬▬▬▬ ▬▬▬ ▬▬▬▬ ▬▬▬▬▬ ▬▬ ▬▬▬▬▬ ▬▬▬▬ ▬▬▬▬▬ ▬▬▬ ▬▬▬▬ ▬▬▬▬▬▬ ▬▬▬▬▬ ▬▬▬ ▬▬▬▬▬ [290, 1109, 502, 1353]
article-text-body: ▬▬ ▬▬▬▬▬▬▬ ▬▬ ▬▬▬▬▬▬▬▬▬▬ ▬▬ ▬▬▬▬▬▬ ▬▬▬▬▬▬▬ ▬▬▬▬ ▬▬▬▬ ▬▬▬▬▬▬▬▬▬ ▬▬▬▬ ▬▬ ▬▬▬▬▬▬▬▬ ▬▬▬▬▬ ▬▬▬▬▬ ▬▬▬ ▬▬▬▬▬ ▬▬▬▬▬▬▬ ▬▬▬▬▬ ▬▬▬▬▬ ▬▬▬ ▬▬▬▬▬▬ ▬▬▬▬ ▬▬▬▬▬ ▬▬▬▬ [290, 481, 502, 545]
feuilleton-text: ▬▬▬▬ ▬▬▬ ▬▬▬▬▬▬ ▬▬▬▬▬▬▬▬ ▬▬▬ ▬▬▬▬▬ ▬▬▬▬▬▬ ▬▬ ▬▬▬▬ ▬▬▬ ▬▬▬▬▬ ▬▬▬▬ ▬▬▬▬▬▬ ▬▬▬ ▬▬▬▬ ▬▬▬▬▬ ▬▬▬▬▬▬▬ ▬▬ ▬▬▬▬▬ ▬▬▬ ▬▬▬▬▬▬ ▬▬▬▬ ▬▬▬▬ ▬▬▬▬▬ ▬▬ ▬▬▬▬▬▬ ▬▬▬ ▬▬▬▬▬ ▬▬▬ ▬▬▬▬▬▬ ▬▬▬▬ ▬▬▬▬ ▬▬▬▬ ▬▬▬▬▬▬ ▬▬▬ ▬▬▬▬ ▬▬▬▬▬ ▬▬ ▬▬▬▬▬ ▬▬▬▬ ▬▬▬▬▬ ▬▬▬ ▬▬▬▬ ▬▬▬▬▬▬ ▬▬▬▬▬ ▬▬▬ ▬▬▬▬▬ ▬▬▬▬ ▬▬▬▬▬▬ ▬▬ ▬▬▬▬ ▬▬▬▬▬ ▬▬▬ ▬▬▬▬▬▬▬ ▬▬▬▬ ▬▬▬ ▬▬▬▬▬ ▬▬▬▬▬▬ ▬▬▬ ▬▬▬▬ ▬▬▬▬▬ [738, 1070, 964, 1186]
article-headline: Der Kolonialkrieg. [796, 547, 906, 560]
feuilleton-headline: Kleines Feuilleton. [319, 1074, 473, 1090]
article-headline: 10,000 Russen gefangen! [321, 451, 471, 464]
fragment-word: die [978, 266, 992, 276]
